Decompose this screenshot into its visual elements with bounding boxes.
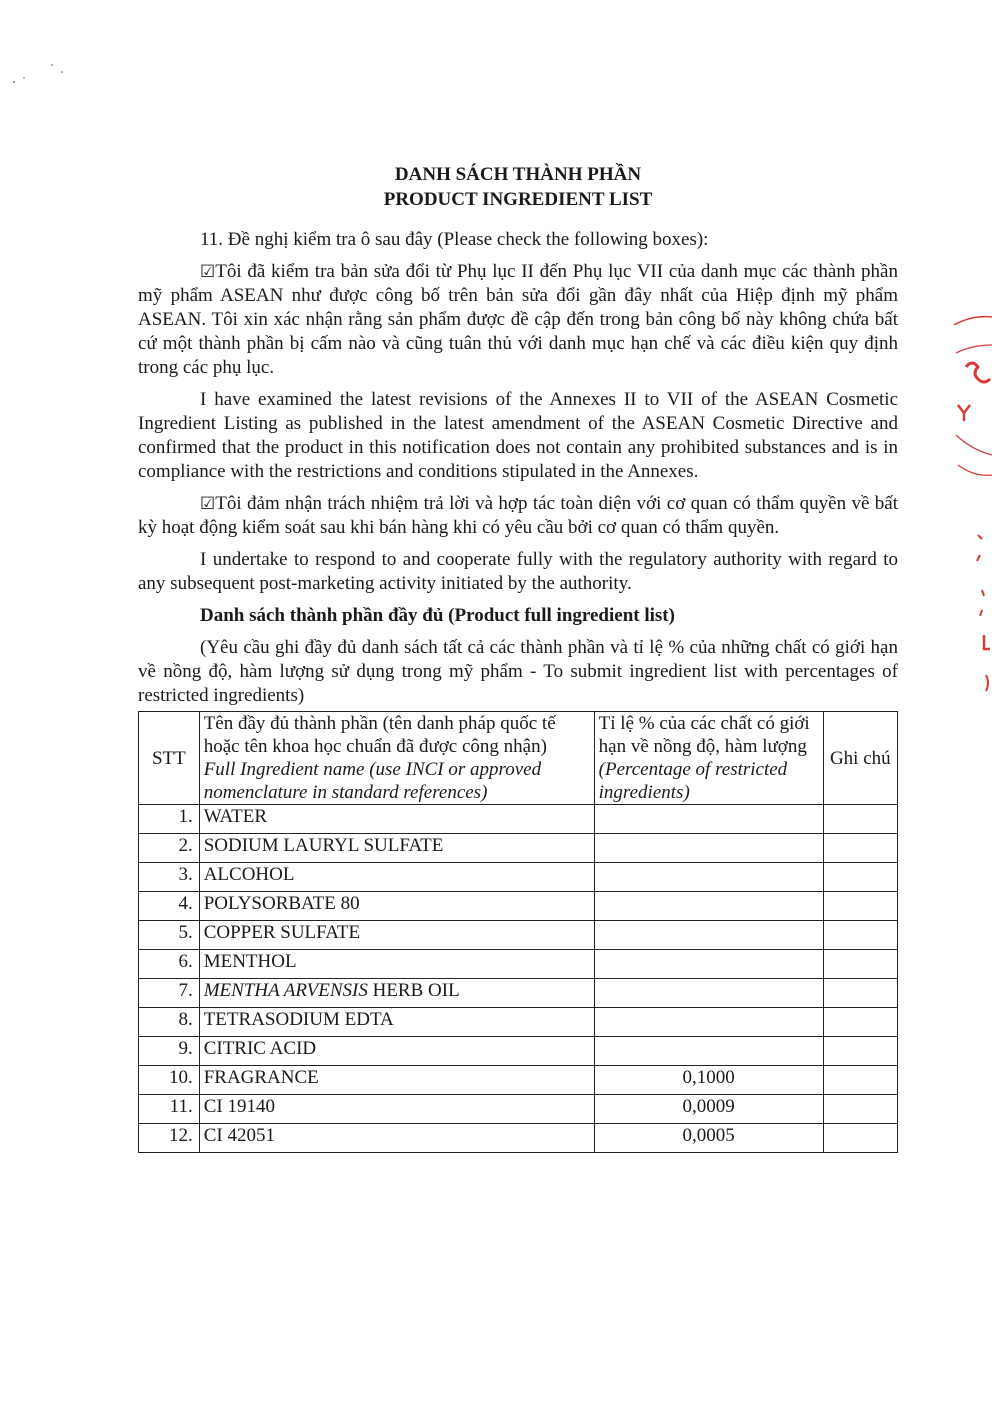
- ingredient-note: [823, 1124, 897, 1153]
- table-row: [139, 863, 898, 892]
- table-row: [139, 1066, 898, 1095]
- table-row: [139, 950, 898, 979]
- title-vi: DANH SÁCH THÀNH PHẦN: [394, 164, 642, 185]
- row-number: 11.: [139, 1095, 200, 1124]
- ingredient-percentage: [594, 834, 823, 863]
- full-list-heading: Danh sách thành phần đầy đủ (Product full ingredient list): [200, 605, 675, 626]
- title-en: PRODUCT INGREDIENT LIST: [383, 189, 653, 210]
- ingredient-note: [823, 1008, 897, 1037]
- ingredient-percentage: [594, 979, 823, 1008]
- ingredient-percentage: 0,0009: [594, 1095, 823, 1124]
- ingredient-note: [823, 863, 897, 892]
- table-row: [139, 979, 898, 1008]
- red-stamp-fragment: [952, 305, 992, 725]
- ingredient-name: FRAGRANCE: [199, 1066, 594, 1095]
- header-pct-vi: Tỉ lệ % của các chất có giới hạn về nồng độ, hàm lượng: [598, 713, 810, 757]
- ingredient-note: [823, 1066, 897, 1095]
- ingredient-percentage: 0,1000: [594, 1066, 823, 1095]
- header-note: Ghi chú: [823, 712, 897, 805]
- ingredient-name: ALCOHOL: [199, 863, 594, 892]
- ingredient-name: POLYSORBATE 80: [199, 892, 594, 921]
- full-list-note: (Yêu cầu ghi đầy đủ danh sách tất cả các thành phần và tỉ lệ % của những chất có giới hạn về nồng độ, hàm lượng sử dụng trong mỹ phẩm - To submit ingredient list with percentages of restricted ingredients): [138, 637, 898, 706]
- header-name-vi: Tên đầy đủ thành phần (tên danh pháp quốc tế hoặc tên khoa học chuẩn đã được công nhận): [203, 713, 556, 757]
- table-row: [139, 921, 898, 950]
- section11-heading: 11. Đề nghị kiểm tra ô sau đây (Please check the following boxes):: [200, 229, 709, 250]
- check2-vi-text: Tôi đảm nhận trách nhiệm trả lời và hợp tác toàn diện với cơ quan có thẩm quyền về bất kỳ hoạt động kiểm soát sau khi bán hàng khi có yêu cầu bởi cơ quan có thẩm quyền.: [138, 493, 898, 538]
- ingredient-note: [823, 805, 897, 834]
- ingredient-name: WATER: [199, 805, 594, 834]
- row-number: 4.: [139, 892, 200, 921]
- ingredient-percentage: [594, 1037, 823, 1066]
- row-number: 1.: [139, 805, 200, 834]
- table-row: [139, 1095, 898, 1124]
- document-page: [138, 162, 898, 1153]
- header-name-en: Full Ingredient name (use INCI or approved nomenclature in standard references): [203, 759, 542, 803]
- header-pct-en: (Percentage of restricted ingredients): [598, 759, 788, 803]
- checkbox-checked-icon[interactable]: ☑: [200, 494, 216, 514]
- table-row: [139, 1124, 898, 1153]
- ingredient-percentage: [594, 863, 823, 892]
- ingredient-percentage: [594, 805, 823, 834]
- ingredient-percentage: [594, 1008, 823, 1037]
- header-stt: STT: [139, 712, 200, 805]
- row-number: 12.: [139, 1124, 200, 1153]
- row-number: 8.: [139, 1008, 200, 1037]
- table-row: [139, 805, 898, 834]
- checkbox-checked-icon[interactable]: ☑: [200, 262, 216, 282]
- ingredient-name: SODIUM LAURYL SULFATE: [199, 834, 594, 863]
- ingredient-percentage: [594, 892, 823, 921]
- check1-vi-text: Tôi đã kiểm tra bản sửa đổi từ Phụ lục II đến Phụ lục VII của danh mục các thành phần mỹ phẩm ASEAN như được công bố trên bản sửa đổi gần đây nhất của Hiệp định mỹ phẩm ASEAN. Tôi xin xác nhận rằng sản phẩm được đề cập đến trong bản công bố này không chứa bất cứ một thành phần bị cấm nào và cũng tuân thủ với danh mục hạn chế và các điều kiện quy định trong các phụ lục.: [138, 261, 898, 378]
- row-number: 2.: [139, 834, 200, 863]
- ingredient-name: CITRIC ACID: [199, 1037, 594, 1066]
- ingredient-name-italic: MENTHA ARVENSIS: [203, 980, 368, 1001]
- row-number: 9.: [139, 1037, 200, 1066]
- row-number: 10.: [139, 1066, 200, 1095]
- ingredient-percentage: 0,0005: [594, 1124, 823, 1153]
- check2-vi-paragraph: [138, 492, 898, 540]
- ingredient-note: [823, 979, 897, 1008]
- check1-en-paragraph: I have examined the latest revisions of the Annexes II to VII of the ASEAN Cosmetic Ingredient Listing as published in the latest amendment of the ASEAN Cosmetic Directive and confirmed that the product in this notification does not contain any prohibited substances and is in compliance with the restrictions and conditions stipulated in the Annexes.: [138, 389, 898, 482]
- ingredient-name: MENTHOL: [199, 950, 594, 979]
- ingredient-name-rest: HERB OIL: [367, 980, 460, 1001]
- check2-en-paragraph: I undertake to respond to and cooperate fully with the regulatory authority with regard to any subsequent post-marketing activity initiated by the authority.: [138, 549, 898, 594]
- row-number: 6.: [139, 950, 200, 979]
- table-row: [139, 834, 898, 863]
- ingredient-name: COPPER SULFATE: [199, 921, 594, 950]
- ingredient-name: TETRASODIUM EDTA: [199, 1008, 594, 1037]
- ingredient-note: [823, 834, 897, 863]
- ingredient-percentage: [594, 921, 823, 950]
- ingredient-table: [138, 711, 898, 1153]
- ingredient-note: [823, 892, 897, 921]
- table-header-row: [139, 712, 898, 805]
- ingredient-note: [823, 1037, 897, 1066]
- row-number: 5.: [139, 921, 200, 950]
- table-row: [139, 1008, 898, 1037]
- header-percentage: [594, 712, 823, 805]
- scan-specks: [10, 60, 70, 90]
- ingredient-note: [823, 950, 897, 979]
- table-row: [139, 892, 898, 921]
- ingredient-percentage: [594, 950, 823, 979]
- row-number: 7.: [139, 979, 200, 1008]
- ingredient-name: CI 42051: [199, 1124, 594, 1153]
- ingredient-note: [823, 1095, 897, 1124]
- ingredient-note: [823, 921, 897, 950]
- row-number: 3.: [139, 863, 200, 892]
- header-name: [199, 712, 594, 805]
- table-row: [139, 1037, 898, 1066]
- ingredient-name: CI 19140: [199, 1095, 594, 1124]
- ingredient-name: [199, 979, 594, 1008]
- check1-vi-paragraph: [138, 260, 898, 380]
